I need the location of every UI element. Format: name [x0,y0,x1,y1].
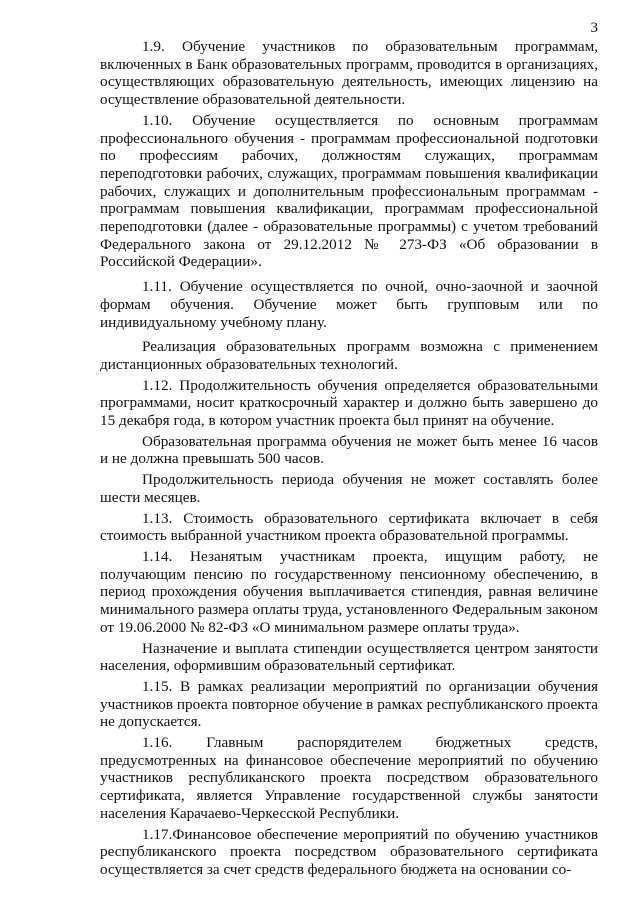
paragraph-1-10: 1.10. Обучение осуществляется по основным программам профессионального обучения - программам профессиональной подготовки по профессиям рабочих, должностям служащих, программам переподготовки рабочих, служащих, программам повышения квалификации рабочих, служащих и дополнительным профессиональным программам - программам повышения квалификации, программам профессиональной переподготовки (далее - образовательные программы) с учетом требований Федерального закона от 29.12.2012 № 273-ФЗ «Об образовании в Российской Федерации». [100,111,598,271]
paragraph-1-15: 1.15. В рамках реализации мероприятий по организации обучения участников проекта повторное обучение в рамках республиканского проекта не допускается. [100,677,598,731]
paragraph-1-9: 1.9. Обучение участников по образовательным программам, включенных в Банк образовательных программ, проводится в организациях, осуществляющих образовательную деятельность, имеющих лицензию на осуществление образовательной деятельности. [100,38,598,109]
paragraph-1-14: 1.14. Незанятым участникам проекта, ищущим работу, не получающим пенсию по государственному пенсионному обеспечению, в период прохождения обучения выплачивается стипендия, равная величине минимального размера оплаты труда, установленного Федеральным законом от 19.06.2000 № 82-ФЗ «О минимальном размере оплаты труда». [100,547,598,636]
paragraph-1-11: 1.11. Обучение осуществляется по очной, очно-заочной и заочной формам обучения. Обучение может быть групповым или по индивидуальному учебному плану. [100,278,598,331]
paragraph-program-hours: Образовательная программа обучения не может быть менее 16 часов и не должна превышать 500 часов. [100,432,598,468]
paragraph-training-period: Продолжительность периода обучения не может составлять более шести месяцев. [100,471,598,506]
paragraph-1-16: 1.16. Главным распорядителем бюджетных средств, предусмотренных на финансовое обеспечение мероприятий по обучению участников республиканского проекта посредством образовательного сертификата, является Управление государственной службы занятости населения Карачаево-Черкесской Республики. [100,734,598,822]
paragraph-distance-learning: Реализация образовательных программ возможна с применением дистанционных образовательных технологий. [100,338,598,373]
paragraph-1-12: 1.12. Продолжительность обучения определяется образовательными программами, носит краткосрочный характер и должно быть завершено до 15 декабря года, в котором участник проекта был принят на обучение. [100,376,598,430]
paragraph-1-17: 1.17.Финансовое обеспечение мероприятий по обучению участников республиканского проекта посредством образовательного сертификата осуществляется за счет средств федерального бюджета на основании со- [100,825,598,878]
document-body [100,38,598,882]
paragraph-stipend: Назначение и выплата стипендии осуществляется центром занятости населения, оформившим образовательный сертификат. [100,639,598,675]
paragraph-1-13: 1.13. Стоимость образовательного сертификата включает в себя стоимость выбранной участником проекта образовательной программы. [100,509,598,545]
page-number: 3 [590,20,598,36]
